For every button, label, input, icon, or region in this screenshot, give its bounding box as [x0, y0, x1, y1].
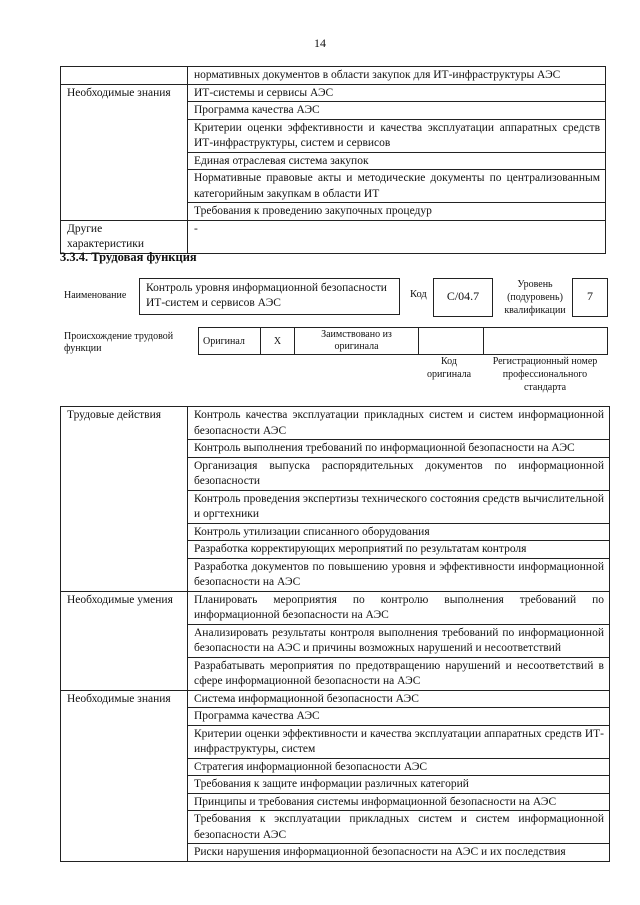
section-title: 3.3.4. Трудовая функция: [60, 250, 197, 264]
table-row: [61, 84, 606, 102]
function-name-box: Контроль уровня информационной безопасности ИТ-систем и сервисов АЭС: [139, 278, 400, 315]
table-cell: Организация выпуска распорядительных документов по информационной безопасности: [188, 457, 610, 490]
table-row: [61, 67, 606, 85]
table-cell: Контроль проведения экспертизы технического состояния средств вычислительной и оргтехники: [188, 490, 610, 523]
row-label-actions: Трудовые действия: [61, 407, 188, 592]
table-row: [199, 328, 608, 355]
row-label-knowledge: Необходимые знания: [61, 84, 188, 220]
row-label: [61, 67, 188, 85]
table-row: [61, 220, 606, 253]
knowledge-table-continued: [60, 66, 606, 254]
table-cell: Критерии оценки эффективности и качества эксплуатации аппаратных средств ИТ-инфраструктуры, систем и сервисов: [188, 119, 606, 152]
table-row: [61, 407, 610, 440]
table-cell: нормативных документов в области закупок для ИТ-инфраструктуры АЭС: [188, 67, 606, 85]
table-cell: Риски нарушения информационной безопасности на АЭС и их последствия: [188, 844, 610, 862]
table-cell: Контроль утилизации списанного оборудования: [188, 523, 610, 541]
table-cell: Стратегия информационной безопасности АЭС: [188, 758, 610, 776]
table-cell: Нормативные правовые акты и методические документы по централизованным категорийным закупкам в области ИТ: [188, 170, 606, 203]
row-label-other: Другие характеристики: [61, 220, 188, 253]
table-cell: Разработка документов по повышению уровня и эффективности информационной безопасности на АЭС: [188, 558, 610, 591]
origin-table: [198, 327, 608, 355]
labor-function-table: [60, 406, 610, 862]
table-cell: Программа качества АЭС: [188, 708, 610, 726]
original-mark: X: [261, 328, 295, 355]
level-value-box: 7: [572, 278, 608, 317]
table-cell: Требования к эксплуатации прикладных систем и систем информационной безопасности АЭС: [188, 811, 610, 844]
origin-label: Происхождение трудовой функции: [64, 331, 174, 354]
code-original-caption: Код оригинала: [426, 356, 472, 380]
table-cell: Требования к проведению закупочных процедур: [188, 203, 606, 221]
table-cell: Разрабатывать мероприятия по предотвращению нарушений и несоответствий в сфере информационной безопасности на АЭС: [188, 657, 610, 690]
name-label: Наименование: [64, 290, 127, 301]
borrowed-label: Заимствовано из оригинала: [295, 328, 419, 355]
table-cell: Программа качества АЭС: [188, 102, 606, 120]
reg-number-caption: Регистрационный номер профессионального стандарта: [492, 356, 598, 393]
table-cell: Анализировать результаты контроля выполнения требований по информационной безопасности на АЭС и причины возможных нарушений и несоответствий: [188, 624, 610, 657]
reg-number-cell: [484, 328, 608, 355]
table-cell: Система информационной безопасности АЭС: [188, 690, 610, 708]
table-cell: Критерии оценки эффективности и качества эксплуатации аппаратных средств ИТ-инфраструктуры, систем: [188, 725, 610, 758]
table-cell: Требования к защите информации различных категорий: [188, 776, 610, 794]
original-label: Оригинал: [199, 328, 261, 355]
table-row: [61, 690, 610, 708]
table-cell: Планировать мероприятия по контролю выполнения требований по информационной безопасности на АЭС: [188, 591, 610, 624]
level-label: Уровень (подуровень) квалификации: [504, 279, 566, 316]
table-cell: Разработка корректирующих мероприятий по результатам контроля: [188, 541, 610, 559]
page-number: 14: [314, 36, 326, 50]
table-cell: Контроль качества эксплуатации прикладных систем и систем информационной безопасности АЭС: [188, 407, 610, 440]
function-code-box: С/04.7: [433, 278, 493, 317]
table-cell: -: [188, 220, 606, 253]
table-cell: Единая отраслевая система закупок: [188, 152, 606, 170]
table-cell: Принципы и требования системы информационной безопасности на АЭС: [188, 793, 610, 811]
table-cell: Контроль выполнения требований по информационной безопасности на АЭС: [188, 440, 610, 458]
code-original-cell: [419, 328, 484, 355]
row-label-knowledge: Необходимые знания: [61, 690, 188, 861]
row-label-skills: Необходимые умения: [61, 591, 188, 690]
table-cell: ИТ-системы и сервисы АЭС: [188, 84, 606, 102]
code-label: Код: [410, 289, 427, 300]
table-row: [61, 591, 610, 624]
